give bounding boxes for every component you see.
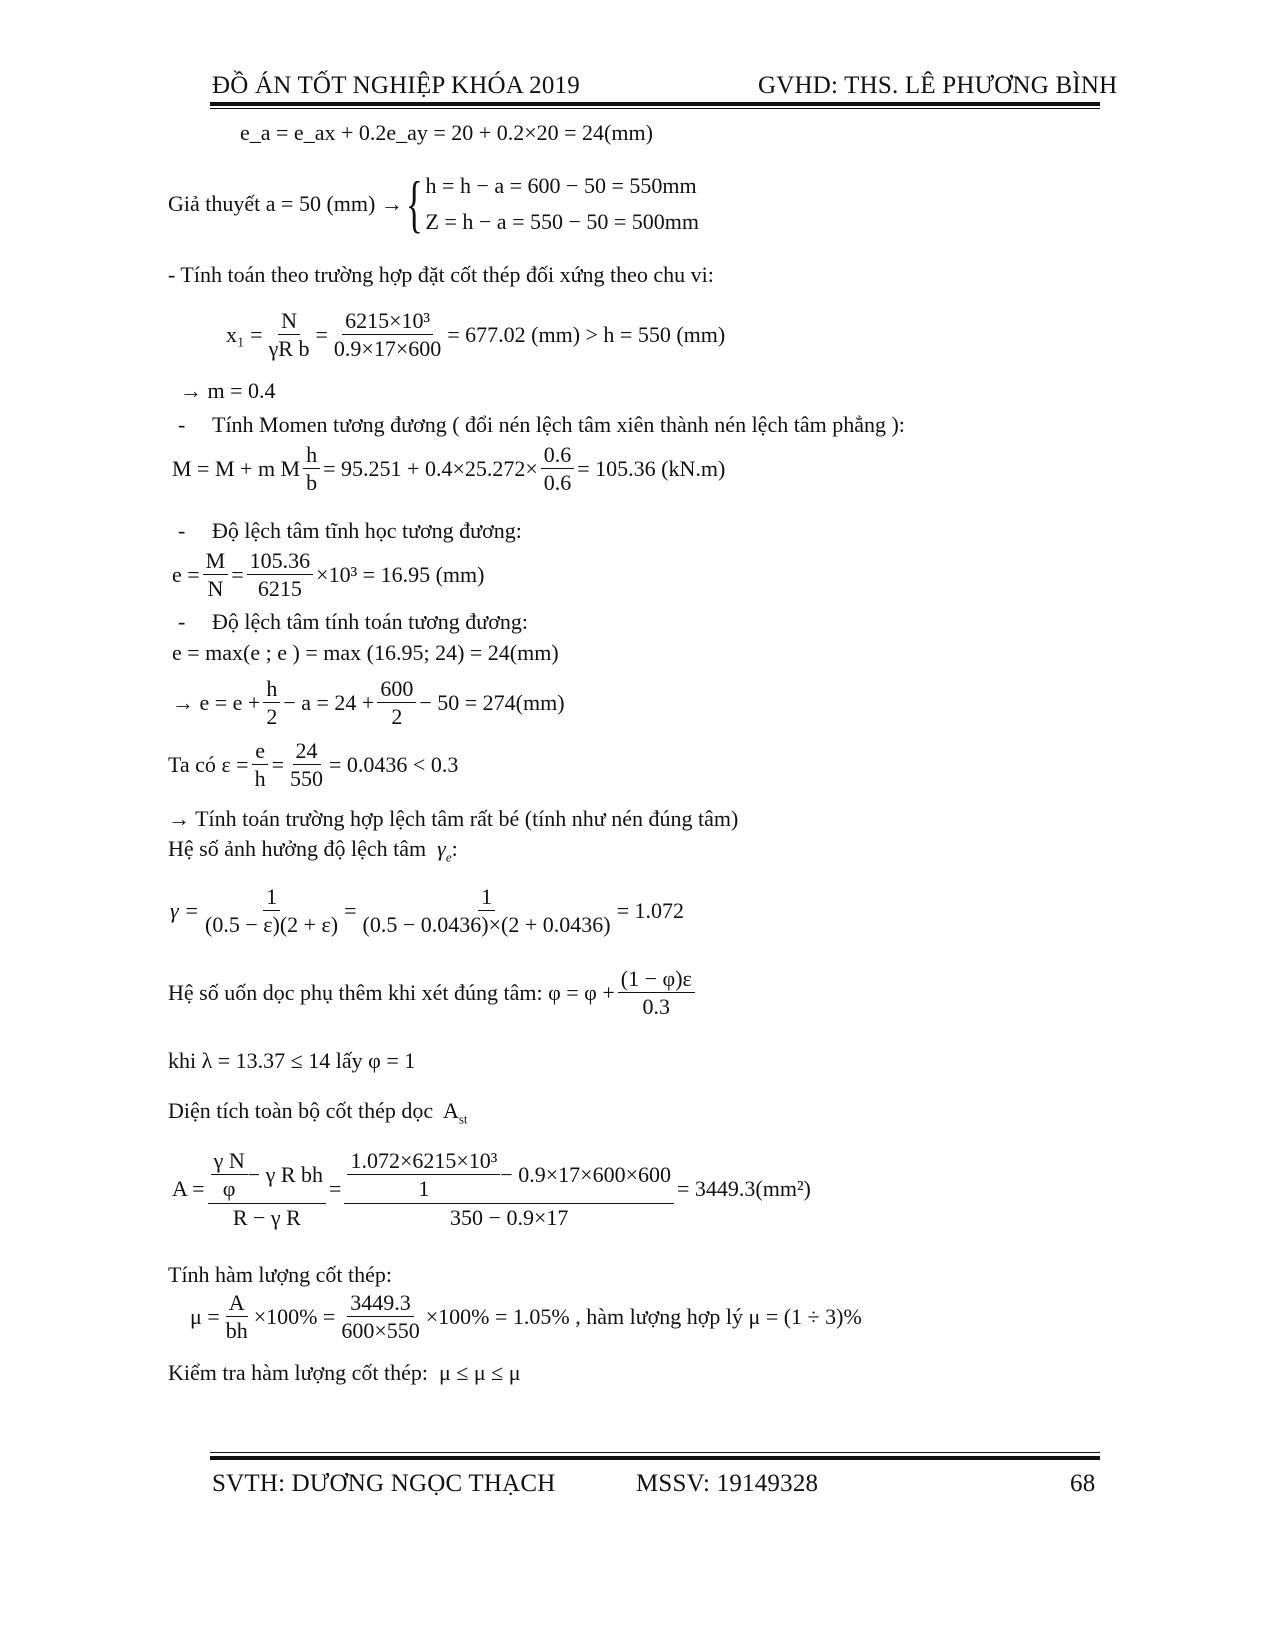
e1-result: ×10³ = 16.95 (mm) (316, 561, 485, 587)
mu-result: ×100% = 1.05% , hàm lượng hợp lý (425, 1303, 744, 1329)
ast-frac-2: $\frac{\text{1.072×6215×10³}}{1}$ − 0.9×17×600×600 350 − 0.9×17 (344, 1148, 674, 1230)
m0-line: → m = 0.4 (180, 378, 276, 403)
static-heading: Độ lệch tâm tĩnh học tương đương: (212, 518, 522, 543)
eps-label: Ta có (168, 751, 216, 777)
ge-result: = 1.072 (616, 897, 684, 923)
phi-lhs: φ = φ + (548, 979, 615, 1005)
e0-equation: e = max(e ; e ) = max (16.95; 24) = 24(mm) (172, 640, 559, 665)
z-equation: Z = h − a = 550 − 50 = 500mm (425, 209, 700, 235)
case-line: → Tính toán trường hợp lệch tâm rất bé (tính như nén đúng tâm) (168, 806, 739, 831)
ge-equation: γ = $\frac{1}{(0.5 - \varepsilon)(2 + \varepsilon)}$ = $\frac{1}{(0.5 - 0.0436)\times(2 + 0.0436)}$ = 1.072 (170, 884, 684, 938)
mu-lhs: μ = (190, 1303, 220, 1329)
e1-equation: e = $\frac{M}{N}$ = $\frac{105.36}{6215}$ ×10³ = 16.95 (mm) (172, 548, 485, 602)
lambda-line: khi λ = 13.37 ≤ 14 lấy φ = 1 (168, 1048, 416, 1073)
m-mid: = 95.251 + 0.4×25.272× (323, 455, 538, 481)
e1-frac-2: $\frac{105.36}{6215}$ (247, 548, 314, 602)
mu-frac-1: $\frac{A}{bh}$ (225, 1290, 248, 1344)
e-frac-2: $\frac{600}{2}$ (377, 676, 416, 730)
eps-lhs: ε = (221, 751, 249, 777)
eps-frac-1: $\frac{e}{h}$ (252, 738, 269, 792)
assume-label: Giả thuyết (168, 191, 261, 217)
mu-heading: Tính hàm lượng cốt thép: (168, 1262, 392, 1287)
phi-equation (168, 966, 698, 1020)
e-equation (172, 676, 565, 730)
calc-heading: Độ lệch tâm tính toán tương đương: (212, 609, 528, 634)
assumption-block (168, 168, 699, 241)
dash-2: - (178, 518, 186, 543)
e-mid: − a = 24 + (283, 689, 375, 715)
eps-equation: Ta có ε = $\frac{e}{h}$ = $\frac{24}{550}$ = 0.0436 < 0.3 (168, 738, 459, 792)
phi-label: Hệ số uốn dọc phụ thêm khi xét đúng tâm: (168, 979, 543, 1005)
x1-frac-2: $\frac{\text{6215×10³}}{0.9\times 17\times 600}$ (333, 308, 442, 362)
ea-equation: e_a = e_ax + 0.2e_ay = 20 + 0.2×20 = 24(mm) (240, 120, 653, 145)
phi-frac: $\frac{(1 - \varphi)\varepsilon}{0.3}$ (618, 966, 695, 1020)
m-result: = 105.36 (kN.m) (577, 455, 726, 481)
footer-mssv: MSSV: 19149328 (636, 1470, 819, 1497)
h0-equation: h = h − a = 600 − 50 = 550mm (425, 173, 697, 198)
mu-range: μ = (1 ÷ 3)% (748, 1303, 862, 1329)
footer-rule-thin (210, 1452, 1100, 1453)
ast-frac-1: $\frac{\text{γ N}}{\varphi}$ − γ R bh R − γ R (208, 1148, 326, 1230)
m-frac-2: $\frac{0.6}{0.6}$ (541, 442, 575, 496)
ge-frac-1: $\frac{1}{(0.5 - \varepsilon)(2 + \varepsilon)}$ (205, 884, 339, 938)
ge-symbol: γ (437, 836, 446, 861)
ge-frac-2: $\frac{1}{(0.5 - 0.0436)\times(2 + 0.0436)}$ (362, 884, 611, 938)
dash-3: - (178, 609, 186, 634)
ast-heading-line: Diện tích toàn bộ cốt thép dọc $A_{st}$ (168, 1098, 468, 1127)
e1-frac-1: $\frac{M}{N}$ (203, 548, 229, 602)
header-rule-thin (210, 108, 1100, 109)
mu-mid: ×100% = (253, 1303, 336, 1329)
e-frac-1: $\frac{h}{2}$ (263, 676, 280, 730)
assume-expr: a = 50 (mm) → (265, 191, 403, 217)
eps-result: = 0.0436 < 0.3 (329, 751, 459, 777)
ast-equation: A = $\frac{\text{γ N}}{\varphi}$ − γ R bh R − γ R = $\frac{\text{1.072×6215×10³}}{1}$ − 0.9×17×600×600 350 − 0.9×17 = 3449.3(mm²) (172, 1148, 811, 1230)
e-lhs: → e = e + (172, 689, 261, 715)
footer-rule (210, 1456, 1100, 1460)
check-expr: μ ≤ μ ≤ μ (439, 1360, 521, 1385)
x1-lhs: x₁ = (226, 321, 263, 347)
ge-heading: Hệ số ảnh hưởng độ lệch tâm (168, 836, 427, 861)
ast-lhs: A = (172, 1175, 205, 1201)
e1-lhs: e = (172, 561, 200, 587)
moment-equation (172, 442, 725, 496)
x1-equation: x₁ = $\frac{N}{\text{γR b}}$ = $\frac{\text{6215×10³}}{0.9\times 17\times 600}$ = 677.02 (mm) > h = 550 (mm) (226, 308, 726, 362)
ge-lhs: γ = (170, 897, 200, 923)
header-rule (210, 102, 1100, 106)
check-label: Kiểm tra hàm lượng cốt thép: (168, 1360, 428, 1385)
footer-student: SVTH: DƯƠNG NGỌC THẠCH (212, 1470, 556, 1497)
eps-frac-2: $\frac{24}{550}$ (290, 738, 324, 792)
brace-icon: { (405, 168, 423, 240)
e-result: − 50 = 274(mm) (419, 689, 565, 715)
header-title: ĐỒ ÁN TỐT NGHIỆP KHÓA 2019 (212, 72, 580, 99)
x1-result: = 677.02 (mm) > h = 550 (mm) (447, 321, 726, 347)
m-lhs: M = M + m M (172, 455, 301, 481)
x1-frac-1: $\frac{N}{\text{γR b}}$ (268, 308, 310, 362)
mu-frac-2: $\frac{3449.3}{600\times 550}$ (341, 1290, 420, 1344)
symmetric-heading: - Tính toán theo trường hợp đặt cốt thép đối xứng theo chu vi: (168, 262, 714, 287)
mu-equation (190, 1290, 862, 1344)
ast-symbol: A (442, 1098, 459, 1123)
dash-1: - (178, 412, 186, 437)
ast-heading: Diện tích toàn bộ cốt thép dọc (168, 1098, 434, 1123)
m-frac-1: $\frac{h}{b}$ (303, 442, 320, 496)
header-advisor: GVHD: THS. LÊ PHƯƠNG BÌNH (758, 72, 1118, 99)
ast-result: = 3449.3(mm²) (677, 1175, 811, 1201)
moment-heading: Tính Momen tương đương ( đổi nén lệch tâm xiên thành nén lệch tâm phẳng ): (212, 412, 905, 437)
page-number: 68 (1070, 1470, 1096, 1497)
ge-heading-line: Hệ số ảnh hưởng độ lệch tâm $\gamma_e$: (168, 836, 458, 865)
check-line (168, 1360, 521, 1386)
